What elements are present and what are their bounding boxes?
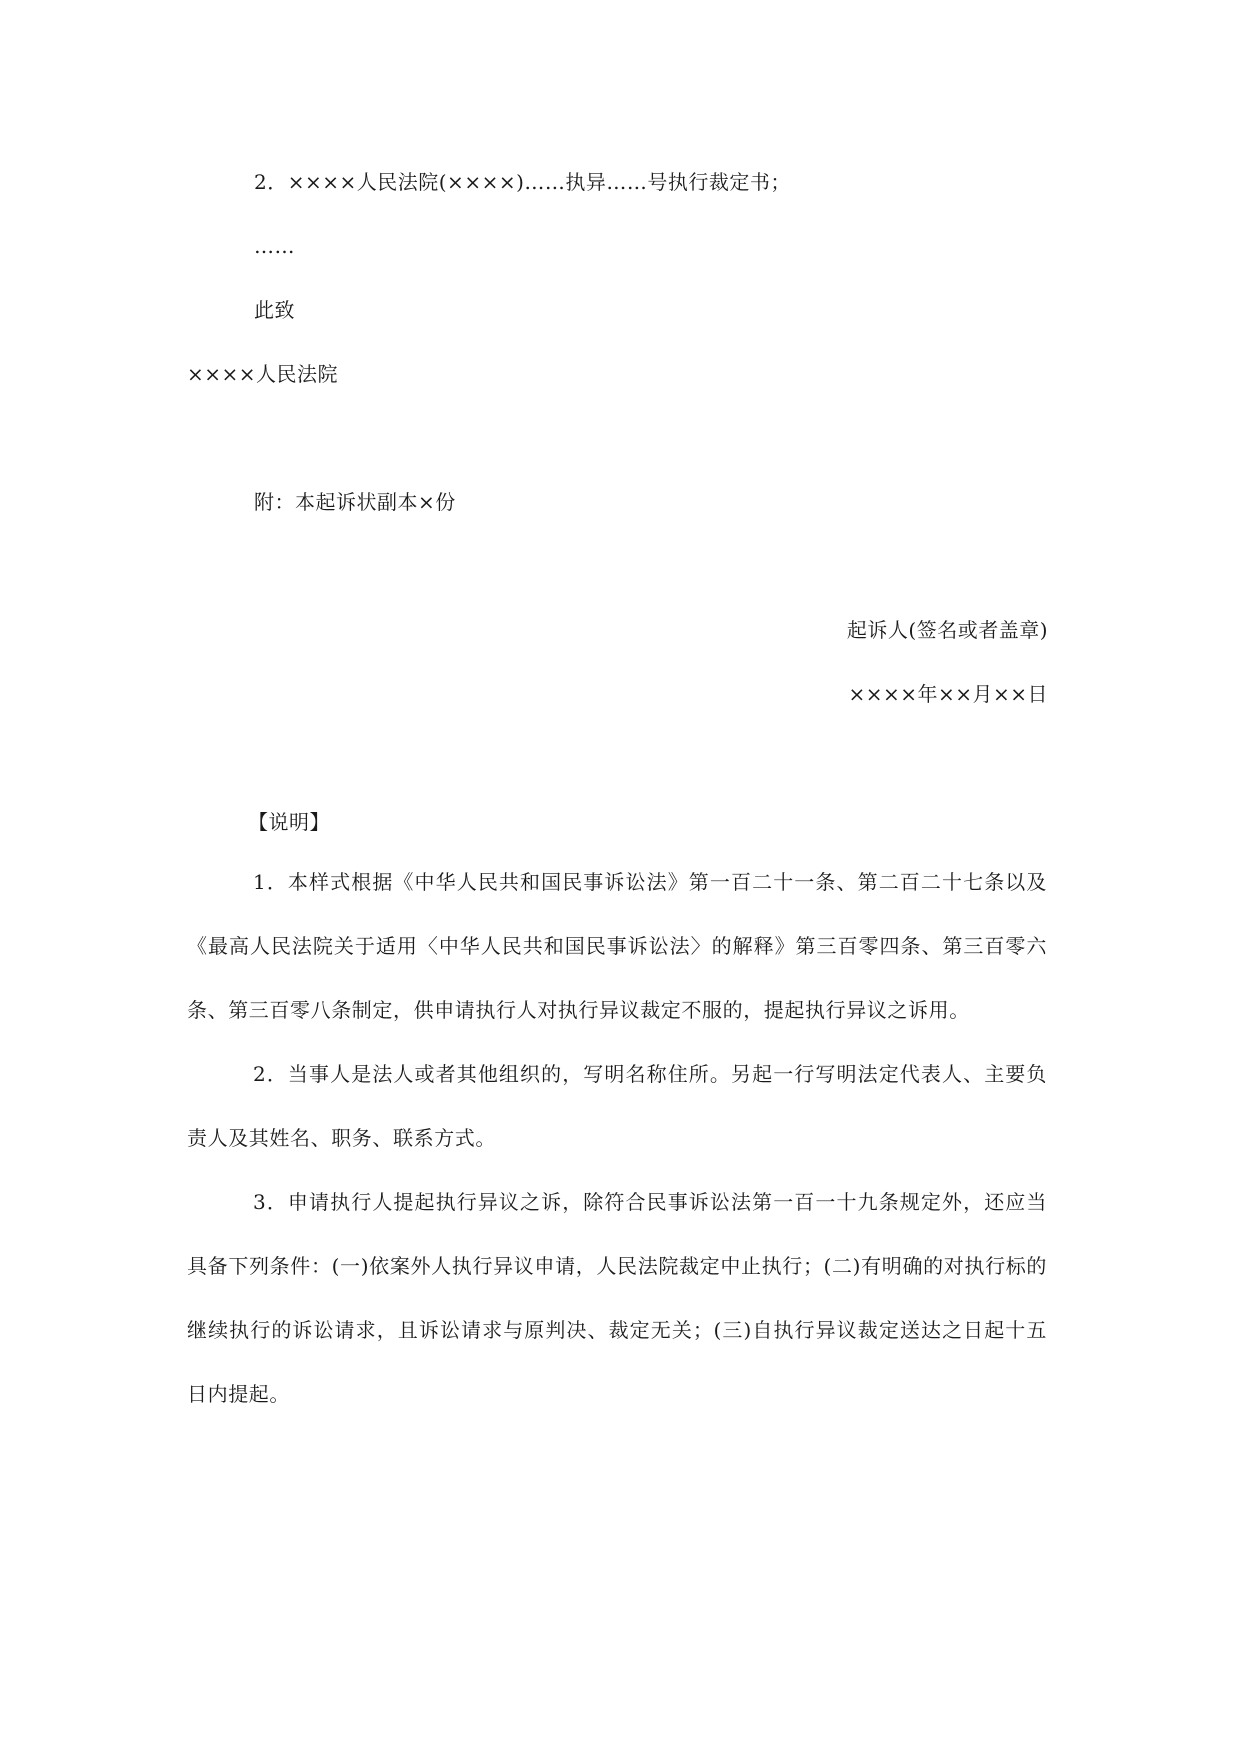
addressee-court: ××××人民法院: [187, 362, 339, 386]
signature-line: 起诉人(签名或者盖章): [846, 618, 1048, 642]
note-paragraph-3: 3．申请执行人提起执行异议之诉，除符合民事诉讼法第一百一十九条规定外，还应当具备下列条件：(一)依案外人执行异议申请，人民法院裁定中止执行；(二)有明确的对执行标的继续执行的诉讼请求，且诉讼请求与原判决、裁定无关；(三)自执行异议裁定送达之日起十五日内提起。: [187, 1190, 1047, 1406]
ellipsis: ……: [254, 234, 295, 258]
attachment-note: 附：本起诉状副本×份: [254, 490, 456, 514]
note-paragraph-2: 2．当事人是法人或者其他组织的，写明名称住所。另起一行写明法定代表人、主要负责人及其姓名、职务、联系方式。: [187, 1062, 1047, 1150]
salutation: 此致: [254, 298, 295, 322]
attachment-item-2: 2．××××人民法院(××××)……执异……号执行裁定书；: [254, 170, 791, 194]
note-paragraph-1: 1．本样式根据《中华人民共和国民事诉讼法》第一百二十一条、第二百二十七条以及《最高人民法院关于适用〈中华人民共和国民事诉讼法〉的解释》第三百零四条、第三百零六条、第三百零八条制定，供申请执行人对执行异议裁定不服的，提起执行异议之诉用。: [187, 870, 1047, 1022]
notes-heading: 【说明】: [248, 810, 330, 834]
date-line: ××××年××月××日: [848, 682, 1048, 706]
